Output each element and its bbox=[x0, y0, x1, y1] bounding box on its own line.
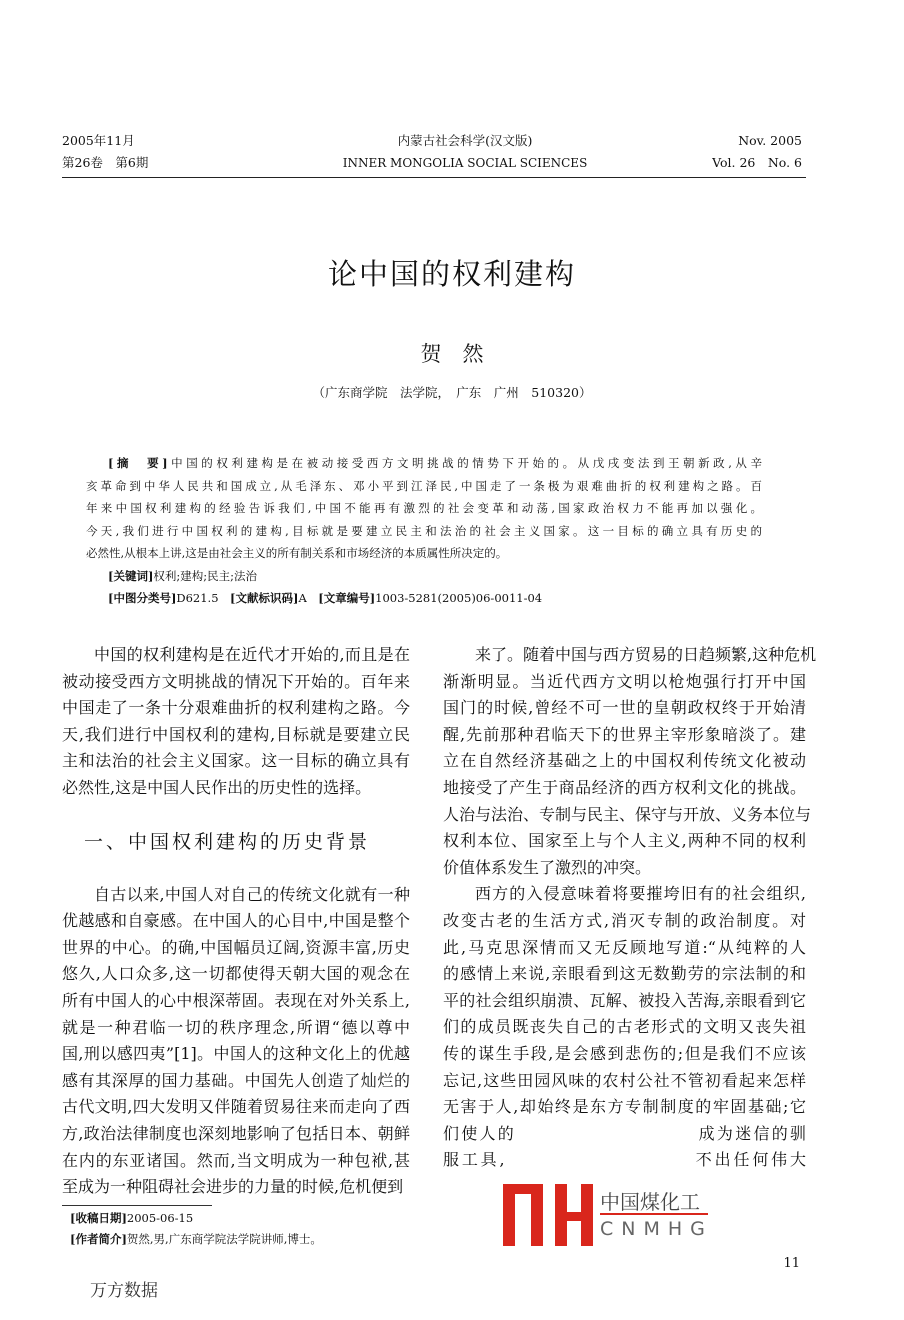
body-line: 改变古老的生活方式,消灭专制的政治制度。对 bbox=[443, 910, 806, 930]
clc-label: [中图分类号] bbox=[108, 591, 177, 605]
body-line: 所有中国人的心中根深蒂固。表现在对外关系上, bbox=[62, 990, 410, 1010]
abstract-line: 今天,我们进行中国权利的建构,目标就是要建立民主和法治的社会主义国家。这一目标的确立具有历史的 bbox=[86, 523, 762, 538]
body-line: 主和法治的社会主义国家。这一目标的确立具有 bbox=[62, 751, 410, 771]
abstract-line bbox=[86, 452, 762, 475]
footnotes bbox=[70, 1208, 322, 1250]
body-line: 国,刑以感四夷”[1]。中国人的这种文化上的优越 bbox=[62, 1044, 410, 1064]
body-line: 价值体系发生了激烈的冲突。 bbox=[443, 857, 652, 877]
doc-code: A bbox=[298, 591, 307, 605]
left-column bbox=[62, 642, 410, 1201]
right-column bbox=[443, 642, 817, 1174]
body-line: 古代文明,四大发明又伴随着贸易往来而走向了西 bbox=[62, 1097, 410, 1117]
header-date-cn: 2005年11月 bbox=[62, 133, 135, 148]
header-issue-cn: 第26卷 第6期 bbox=[62, 155, 149, 170]
body-line: 权利本位、国家至上与个人主义,两种不同的权利 bbox=[443, 831, 806, 851]
watermark-text-en: CNMHG bbox=[600, 1218, 713, 1240]
watermark-text-cn: 中国煤化工 bbox=[600, 1190, 700, 1214]
clc-code: D621.5 bbox=[176, 591, 219, 605]
header-date-en: Nov. 2005 bbox=[738, 133, 802, 148]
body-line: 立在自然经济基础之上的中国权利传统文化被动 bbox=[443, 751, 806, 771]
body-line: 被动接受西方文明挑战的情况下开始的。百年来 bbox=[62, 671, 410, 691]
header-center bbox=[300, 130, 630, 174]
footnote-rule bbox=[62, 1205, 212, 1206]
received-value: 2005-06-15 bbox=[126, 1211, 194, 1225]
header-left bbox=[62, 130, 148, 174]
header-issue-en: Vol. 26 No. 6 bbox=[712, 155, 802, 170]
body-line: 就是一种君临一切的秩序理念,所谓“德以尊中 bbox=[62, 1017, 410, 1037]
affiliation: （广东商学院 法学院， 广东 广州 510320） bbox=[312, 385, 592, 400]
abstract-line: 亥革命到中华人民共和国成立,从毛泽东、邓小平到江泽民,中国走了一条极为艰难曲折的权利建构之路。百 bbox=[86, 478, 762, 493]
body-line: 方,政治法律制度也深刻地影响了包括日本、朝鲜 bbox=[62, 1123, 410, 1143]
header-right bbox=[712, 130, 802, 174]
body-line: 传的谋生手段,是会感到悲伤的;但是我们不应该 bbox=[443, 1043, 806, 1063]
abstract-label: [摘 要] bbox=[108, 456, 168, 470]
keywords-line bbox=[86, 565, 762, 588]
body-line: 的感情上来说,亲眼看到这无数勤劳的宗法制的和 bbox=[443, 964, 806, 984]
body-line: 至成为一种阻碍社会进步的力量的时候,危机便到 bbox=[62, 1177, 404, 1197]
page-number: 11 bbox=[783, 1256, 800, 1271]
body-line: 无害于人,却始终是东方专制制度的牢固基础;它 bbox=[443, 1097, 806, 1117]
body-line: 国门的时候,曾经不可一世的皇朝政权终于开始清 bbox=[443, 698, 806, 718]
classification-line bbox=[86, 587, 762, 610]
journal-name-cn: 内蒙古社会科学(汉文版) bbox=[397, 133, 533, 148]
mh-logo-icon bbox=[503, 1184, 595, 1246]
author-name: 贺 然 bbox=[420, 342, 484, 366]
watermark-logo bbox=[503, 1184, 803, 1246]
author-bio bbox=[70, 1229, 322, 1250]
abstract-line: 必然性,从根本上讲,这是由社会主义的所有制关系和市场经济的本质属性所决定的。 bbox=[86, 546, 508, 560]
body-line: 此,马克思深情而又无反顾地写道:“从纯粹的人 bbox=[443, 937, 806, 957]
body-line: 醒,先前那种君临天下的世界主宰形象暗淡了。建 bbox=[443, 724, 806, 744]
author-bio-label: [作者简介] bbox=[70, 1232, 127, 1246]
body-line: 来了。随着中国与西方贸易的日趋频繁,这种危机 bbox=[475, 645, 817, 664]
header-rule bbox=[62, 177, 806, 178]
body-line: 感有其深厚的国力基础。中国先人创造了灿烂的 bbox=[62, 1070, 410, 1090]
body-line: 地接受了产生于商品经济的西方权利文化的挑战。 bbox=[443, 777, 806, 797]
body-line: 悠久,人口众多,这一切都使得天朝大国的观念在 bbox=[62, 964, 410, 984]
section-heading: 一、中国权利建构的历史背景 bbox=[84, 830, 371, 853]
abstract-text: 中国的权利建构是在被动接受西方文明挑战的情势下开始的。从戊戌变法到王朝新政,从辛 bbox=[167, 456, 762, 470]
body-line: 人治与法治、专制与民主、保守与开放、义务本位与 bbox=[443, 804, 812, 824]
body-line: 必然性,这是中国人民作出的历史性的选择。 bbox=[62, 777, 372, 797]
body-line: 西方的入侵意味着将要摧垮旧有的社会组织, bbox=[475, 884, 806, 904]
body-line: 服工具, 不出任何伟大 bbox=[443, 1150, 806, 1170]
body-line: 天,我们进行中国权利的建构,目标就是要建立民 bbox=[62, 724, 410, 744]
watermark-rule bbox=[600, 1213, 708, 1215]
paper-title: 论中国的权利建构 bbox=[327, 257, 576, 291]
body-line: 自古以来,中国人对自己的传统文化就有一种 bbox=[94, 884, 410, 904]
body-line: 们的成员既丧失自己的古老形式的文明又丧失祖 bbox=[443, 1017, 806, 1037]
article-number: 1003-5281(2005)06-0011-04 bbox=[375, 591, 543, 605]
body-line: 优越感和自豪感。在中国人的心目中,中国是整个 bbox=[62, 911, 410, 931]
keywords-label: [关键词] bbox=[108, 568, 154, 583]
body-line: 忘记,这些田园风味的农村公社不管初看起来怎样 bbox=[443, 1070, 806, 1090]
received-label: [收稿日期] bbox=[70, 1211, 127, 1225]
abstract-block bbox=[86, 452, 762, 610]
body-line: 中国走了一条十分艰难曲折的权利建构之路。今 bbox=[62, 698, 410, 718]
keywords: 权利;建构;民主;法治 bbox=[153, 568, 258, 583]
author-bio-text: 贺然,男,广东商学院法学院讲师,博士。 bbox=[126, 1232, 322, 1246]
body-line: 在内的东亚诸国。然而,当文明成为一种包袱,甚 bbox=[62, 1150, 410, 1170]
body-line: 平的社会组织崩溃、瓦解、被投入苦海,亲眼看到它 bbox=[443, 990, 806, 1010]
received-date bbox=[70, 1208, 322, 1229]
article-number-label: [文章编号] bbox=[318, 591, 376, 605]
body-line: 们使人的 成为迷信的驯 bbox=[443, 1123, 806, 1143]
source-mark: 万方数据 bbox=[90, 1281, 158, 1301]
body-line: 渐渐明显。当近代西方文明以枪炮强行打开中国 bbox=[443, 671, 806, 691]
doc-code-label: [文献标识码] bbox=[230, 591, 299, 605]
body-line: 中国的权利建构是在近代才开始的,而且是在 bbox=[94, 645, 410, 664]
abstract-line: 年来中国权利建构的经验告诉我们,中国不能再有激烈的社会变革和动荡,国家政治权力不能再加以强化。 bbox=[86, 501, 762, 515]
journal-name-en: INNER MONGOLIA SOCIAL SCIENCES bbox=[342, 156, 588, 170]
body-line: 世界的中心。的确,中国幅员辽阔,资源丰富,历史 bbox=[62, 937, 410, 957]
